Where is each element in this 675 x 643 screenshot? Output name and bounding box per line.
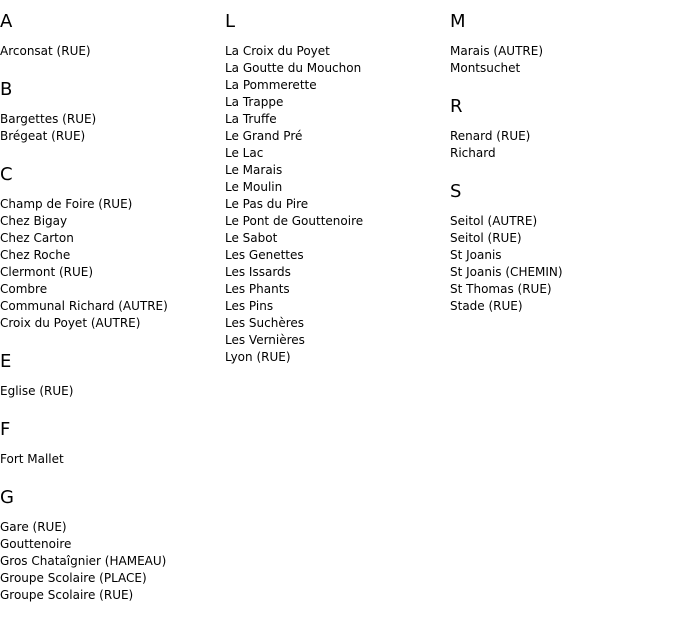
street-list [0, 519, 225, 604]
street-list [450, 43, 675, 77]
street-list [0, 383, 225, 400]
street-item[interactable]: St Joanis [450, 248, 502, 262]
street-item[interactable]: Montsuchet [450, 61, 521, 75]
street-item[interactable]: Les Pins [225, 299, 274, 313]
street-item[interactable]: Renard (RUE) [450, 129, 531, 143]
street-item[interactable]: Arconsat (RUE) [0, 44, 91, 58]
letter-section-b [0, 79, 225, 145]
letter-heading: M [450, 11, 466, 32]
street-item[interactable]: Les Genettes [225, 248, 304, 262]
street-list [0, 196, 225, 332]
letter-section-s [450, 181, 675, 315]
street-item[interactable]: Les Phants [225, 282, 290, 296]
street-item[interactable]: Gros Chataîgnier (HAMEAU) [0, 554, 167, 568]
letter-heading: G [0, 487, 14, 508]
street-item[interactable]: Clermont (RUE) [0, 265, 94, 279]
street-item[interactable]: Seitol (RUE) [450, 231, 522, 245]
street-item[interactable]: La Trappe [225, 95, 284, 109]
street-item[interactable]: Croix du Poyet (AUTRE) [0, 316, 141, 330]
street-item[interactable]: Gouttenoire [0, 537, 72, 551]
street-index-column-2 [225, 0, 450, 366]
street-item[interactable]: Brégeat (RUE) [0, 129, 86, 143]
street-item[interactable]: Les Suchères [225, 316, 305, 330]
street-item[interactable]: Gare (RUE) [0, 520, 67, 534]
street-item[interactable]: Groupe Scolaire (PLACE) [0, 571, 147, 585]
street-item[interactable]: Le Marais [225, 163, 283, 177]
letter-heading: F [0, 419, 11, 440]
street-index-column-1 [0, 0, 225, 604]
street-list [450, 128, 675, 162]
street-item[interactable]: Chez Bigay [0, 214, 68, 228]
street-list [0, 43, 225, 60]
street-item[interactable]: Le Grand Pré [225, 129, 303, 143]
letter-section-c [0, 164, 225, 332]
street-item[interactable]: Richard [450, 146, 496, 160]
street-item[interactable]: Combre [0, 282, 48, 296]
letter-heading: B [0, 79, 13, 100]
street-item[interactable]: Les Issards [225, 265, 291, 279]
street-item[interactable]: La Pommerette [225, 78, 317, 92]
street-item[interactable]: Fort Mallet [0, 452, 64, 466]
letter-heading: L [225, 11, 236, 32]
letter-section-f [0, 419, 225, 468]
letter-section-a [0, 11, 225, 60]
letter-section-r [450, 96, 675, 162]
street-item[interactable]: Marais (AUTRE) [450, 44, 543, 58]
letter-heading: S [450, 181, 462, 202]
letter-section-l [225, 11, 450, 366]
street-item[interactable]: Bargettes (RUE) [0, 112, 97, 126]
letter-heading: E [0, 351, 12, 372]
street-item[interactable]: St Joanis (CHEMIN) [450, 265, 563, 279]
street-item[interactable]: La Croix du Poyet [225, 44, 330, 58]
street-item[interactable]: Lyon (RUE) [225, 350, 291, 364]
street-item[interactable]: Le Moulin [225, 180, 283, 194]
street-item[interactable]: Communal Richard (AUTRE) [0, 299, 168, 313]
street-list [0, 111, 225, 145]
street-item[interactable]: Seitol (AUTRE) [450, 214, 538, 228]
letter-heading: R [450, 96, 463, 117]
street-item[interactable]: Les Vernières [225, 333, 305, 347]
street-list [225, 43, 450, 366]
street-item[interactable]: La Truffe [225, 112, 277, 126]
letter-section-m [450, 11, 675, 77]
letter-section-g [0, 487, 225, 604]
street-item[interactable]: Le Pont de Gouttenoire [225, 214, 364, 228]
street-index-column-3 [450, 0, 675, 315]
street-list [450, 213, 675, 315]
letter-heading: C [0, 164, 13, 185]
street-item[interactable]: Eglise (RUE) [0, 384, 74, 398]
street-item[interactable]: Stade (RUE) [450, 299, 523, 313]
letter-section-e [0, 351, 225, 400]
street-item[interactable]: Champ de Foire (RUE) [0, 197, 133, 211]
street-item[interactable]: Groupe Scolaire (RUE) [0, 588, 134, 602]
street-item[interactable]: La Goutte du Mouchon [225, 61, 362, 75]
street-item[interactable]: Le Sabot [225, 231, 278, 245]
street-item[interactable]: St Thomas (RUE) [450, 282, 552, 296]
street-item[interactable]: Chez Carton [0, 231, 74, 245]
street-item[interactable]: Le Pas du Pire [225, 197, 309, 211]
street-list [0, 451, 225, 468]
letter-heading: A [0, 11, 13, 32]
street-item[interactable]: Chez Roche [0, 248, 71, 262]
street-item[interactable]: Le Lac [225, 146, 264, 160]
